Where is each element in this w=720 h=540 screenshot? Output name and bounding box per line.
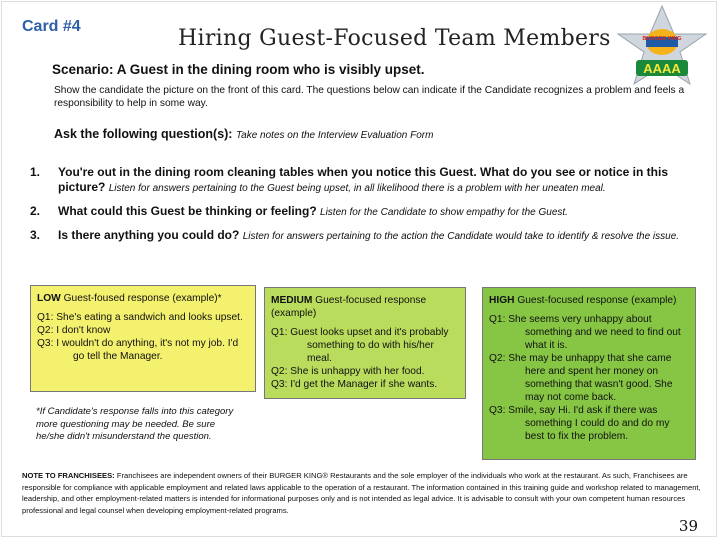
- franchisee-note-label: NOTE TO FRANCHISEES:: [22, 471, 115, 480]
- logo-text: BURGER KING: [642, 36, 682, 42]
- question-hint: Listen for answers pertaining to the Guest being upset, in all likelihood there is a problem with her uneaten meal.: [108, 183, 606, 194]
- question-1: [30, 165, 700, 199]
- high-response-box: [482, 287, 696, 460]
- question-number: 2.: [30, 204, 41, 218]
- question-text: What could this Guest be thinking or feeling?: [58, 204, 317, 218]
- card-number: Card #4: [22, 18, 81, 35]
- question-3: [30, 228, 700, 260]
- page-number: 39: [678, 517, 698, 535]
- scenario-heading: Scenario: A Guest in the dining room who is visibly upset.: [52, 62, 425, 77]
- low-answer-3: Q3: I wouldn't do anything, it's not my job. I'd go tell the Manager.: [37, 338, 239, 362]
- logo-stars: AAAA: [643, 61, 681, 76]
- scenario-intro: Show the candidate the picture on the front of this card. The questions below can indicate if the Candidate recognizes a problem and feels a responsibility to help in some way.: [54, 85, 685, 109]
- question-text: Is there anything you could do?: [58, 228, 240, 242]
- page-title: Hiring Guest-Focused Team Members: [178, 26, 611, 51]
- question-hint: Listen for the Candidate to show empathy for the Guest.: [320, 207, 568, 218]
- medium-response-box: [264, 287, 466, 399]
- question-number: 3.: [30, 228, 41, 242]
- low-answer-1: Q1: She's eating a sandwich and looks upset.: [37, 312, 243, 323]
- high-answer-3: Q3: Smile, say Hi. I'd ask if there was something I could do and do my best to fix the problem.: [489, 405, 670, 442]
- medium-answer-2: Q2: She is unhappy with her food.: [271, 366, 425, 377]
- question-2: [30, 204, 700, 222]
- ask-label: Ask the following question(s):: [54, 127, 233, 141]
- medium-answer-1: Q1: Guest looks upset and it's probably something to do with his/her meal.: [271, 327, 449, 364]
- low-answer-2: Q2: I don't know: [37, 325, 111, 336]
- high-answer-1: Q1: She seems very unhappy about something and we need to find out what it is.: [489, 314, 681, 351]
- low-response-box: [30, 285, 256, 392]
- low-response-footnote: *If Candidate's response falls into this category more questioning may be needed. Be sure he/she didn't misunderstand the question.: [36, 406, 234, 442]
- question-hint: Listen for answers pertaining to the action the Candidate would take to identify & resolve the issue.: [242, 231, 680, 242]
- franchisee-note-text: Franchisees are independent owners of their BURGER KING® Restaurants and the sole employer of the individuals who work at the restaurant. As such, Franchisees are responsible for compliance with applicable employment and related laws applicable to the operation of a restaurant. The information contained in this training guide and workshop related to management, leadership, and other employment-related matters is intended for informational purposes only and is not intended as legal advice. It is advisable to consult with your own competent human resources professional and legal counsel when developing employment-related programs.: [22, 471, 701, 515]
- high-response-heading: HIGH Guest-focused response (example): [489, 295, 677, 306]
- question-text: You're out in the dining room cleaning tables when you notice this Guest. What do you see or notice in this picture?: [58, 165, 669, 194]
- question-number: 1.: [30, 165, 41, 179]
- ask-note: Take notes on the Interview Evaluation Form: [235, 130, 434, 141]
- high-answer-2: Q2: She may be unhappy that she came here and spent her money on something that wasn't good. She may not come back.: [489, 353, 673, 403]
- low-response-heading: LOW Guest-foused response (example)*: [37, 293, 222, 304]
- burger-king-star-logo: [612, 4, 712, 90]
- ask-heading: [54, 127, 433, 141]
- medium-answer-3: Q3: I'd get the Manager if she wants.: [271, 379, 438, 390]
- franchisee-note: [22, 470, 710, 516]
- medium-response-heading: MEDIUM Guest-focused response (example): [271, 295, 427, 319]
